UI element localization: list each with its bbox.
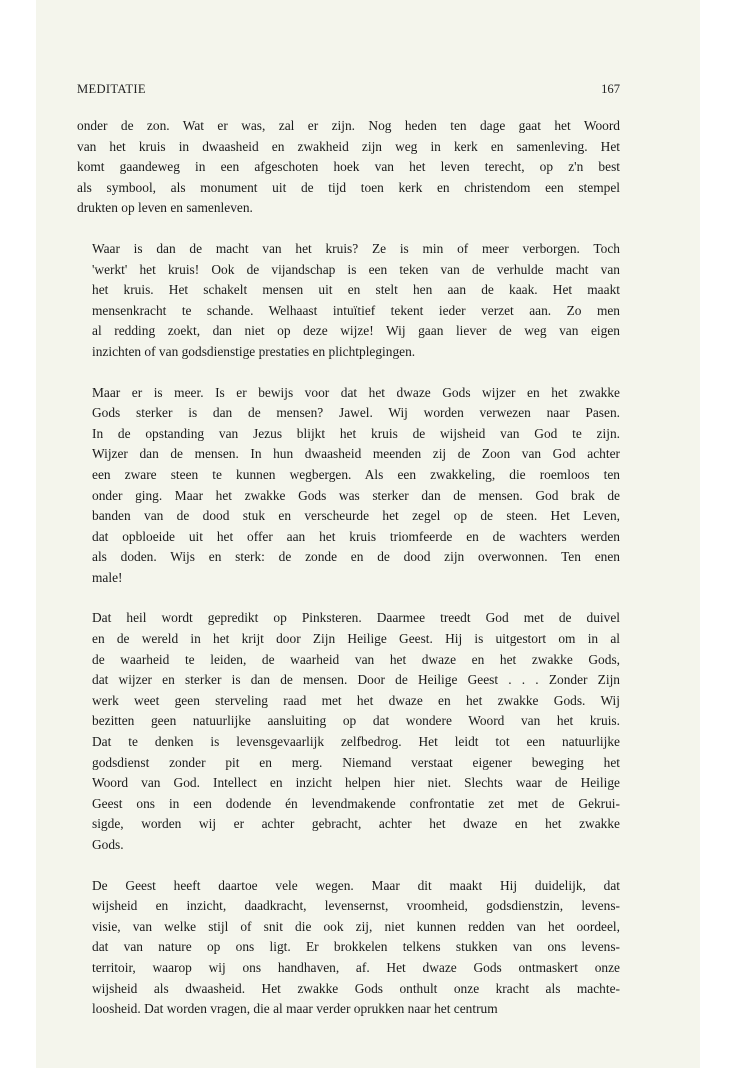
paragraph [77,239,620,363]
text-line: loosheid. Dat worden vragen, die al maar verder oprukken naar het centrum [92,1001,498,1017]
text-line: van het kruis in dwaasheid en zwakheid zijn weg in kerk en samenleving. Het [77,138,620,154]
text-line: bezitten geen natuurlijke aansluiting op dat wondere Woord van het kruis. [92,713,620,729]
text-line: als doden. Wijs en sterk: de zonde en de dood zijn overwonnen. Ten enen [92,549,620,565]
text-line: Dat te denken is levensgevaarlijk zelfbedrog. Het leidt tot een natuurlijke [92,734,620,750]
text-line: Gods sterker is dan de mensen? Jawel. Wij worden verwezen naar Pasen. [92,405,620,421]
text-line: een zware steen te kunnen wegbergen. Als een zwakkeling, die roemloos ten [92,466,620,482]
text-line: inzichten of van godsdienstige prestaties en plichtplegingen. [92,343,416,359]
text-line: wijsheid en inzicht, daadkracht, levensernst, vroomheid, godsdienstzin, levens- [92,898,620,914]
body-text [77,116,620,1040]
text-line: dat wijzer en sterker is dan de mensen. Door de Heilige Geest . . . Zonder Zijn [92,672,620,688]
text-line: werk weet geen sterveling raad met het dwaze en het zwakke Gods. Wij [92,692,620,708]
text-line: Geest ons in een dodende én levendmakende confrontatie zet met de Gekrui- [92,795,620,811]
paragraph [77,608,620,855]
text-line: sigde, worden wij er achter gebracht, achter het dwaze en het zwakke [92,816,620,832]
text-line: als symbool, als monument uit de tijd toen kerk en christendom een stempel [77,179,620,195]
paragraph [77,116,620,219]
paragraph [77,876,620,1020]
text-line: onder ging. Maar het zwakke Gods was sterker dan de mensen. God brak de [92,487,620,503]
book-page [36,0,700,1068]
text-line: al redding zoekt, dan niet op deze wijze! Wij gaan liever de weg van eigen [92,323,620,339]
text-line: male! [92,569,123,585]
page-number: 167 [601,82,620,96]
text-line: banden van de dood stuk en verscheurde het zegel op de steen. Het Leven, [92,508,620,524]
text-line: drukten op leven en samenleven. [77,200,253,216]
text-line: Gods. [92,837,124,852]
text-line: De Geest heeft daartoe vele wegen. Maar dit maakt Hij duidelijk, dat [92,877,620,893]
text-line: Dat heil wordt gepredikt op Pinksteren. Daarmee treedt God met de duivel [92,610,620,626]
text-line: dat van nature op ons ligt. Er brokkelen telkens stukken van ons levens- [92,939,620,955]
text-line: onder de zon. Wat er was, zal er zijn. Nog heden ten dage gaat het Woord [77,118,620,133]
text-line: dat opbloeide uit het offer aan het kruis triomfeerde en de wachters werden [92,528,620,544]
text-line: wijsheid als dwaasheid. Het zwakke Gods onthult onze kracht als machte- [92,980,620,996]
text-line: visie, van welke stijl of snit die ook zij, niet kunnen redden van het oordeel, [92,918,620,934]
text-line: Wijzer dan de mensen. In hun dwaasheid meenden zij de Zoon van God achter [92,446,620,462]
text-line: Woord van God. Intellect en inzicht helpen hier niet. Slechts waar de Heilige [92,775,620,791]
text-line: 'werkt' het kruis! Ook de vijandschap is een teken van de verhulde macht van [92,261,620,277]
text-line: territoir, waarop wij ons handhaven, af. Het dwaze Gods ontmaskert onze [92,959,620,975]
paragraph [77,383,620,589]
text-line: Waar is dan de macht van het kruis? Ze is min of meer verborgen. Toch [92,240,620,256]
chapter-title: MEDITATIE [77,82,146,96]
text-line: mensenkracht te schande. Welhaast intuïtief tekent ieder verzet aan. Zo men [92,302,620,318]
text-line: komt gaandeweg in een afgeschoten hoek van het leven terecht, op z'n best [77,159,620,175]
text-line: godsdienst zonder pit en merg. Niemand verstaat eigener beweging het [92,754,620,770]
text-line: en de wereld in het krijt door Zijn Heilige Geest. Hij is uitgestort om in al [92,631,620,647]
text-line: In de opstanding van Jezus blijkt het kruis de wijsheid van God te zijn. [92,425,620,441]
text-line: de waarheid te leiden, de waarheid van het dwaze en het zwakke Gods, [92,651,620,667]
text-line: Maar er is meer. Is er bewijs voor dat het dwaze Gods wijzer en het zwakke [92,384,620,400]
text-line: het kruis. Het schakelt mensen uit en stelt hen aan de kaak. Het maakt [92,282,620,298]
